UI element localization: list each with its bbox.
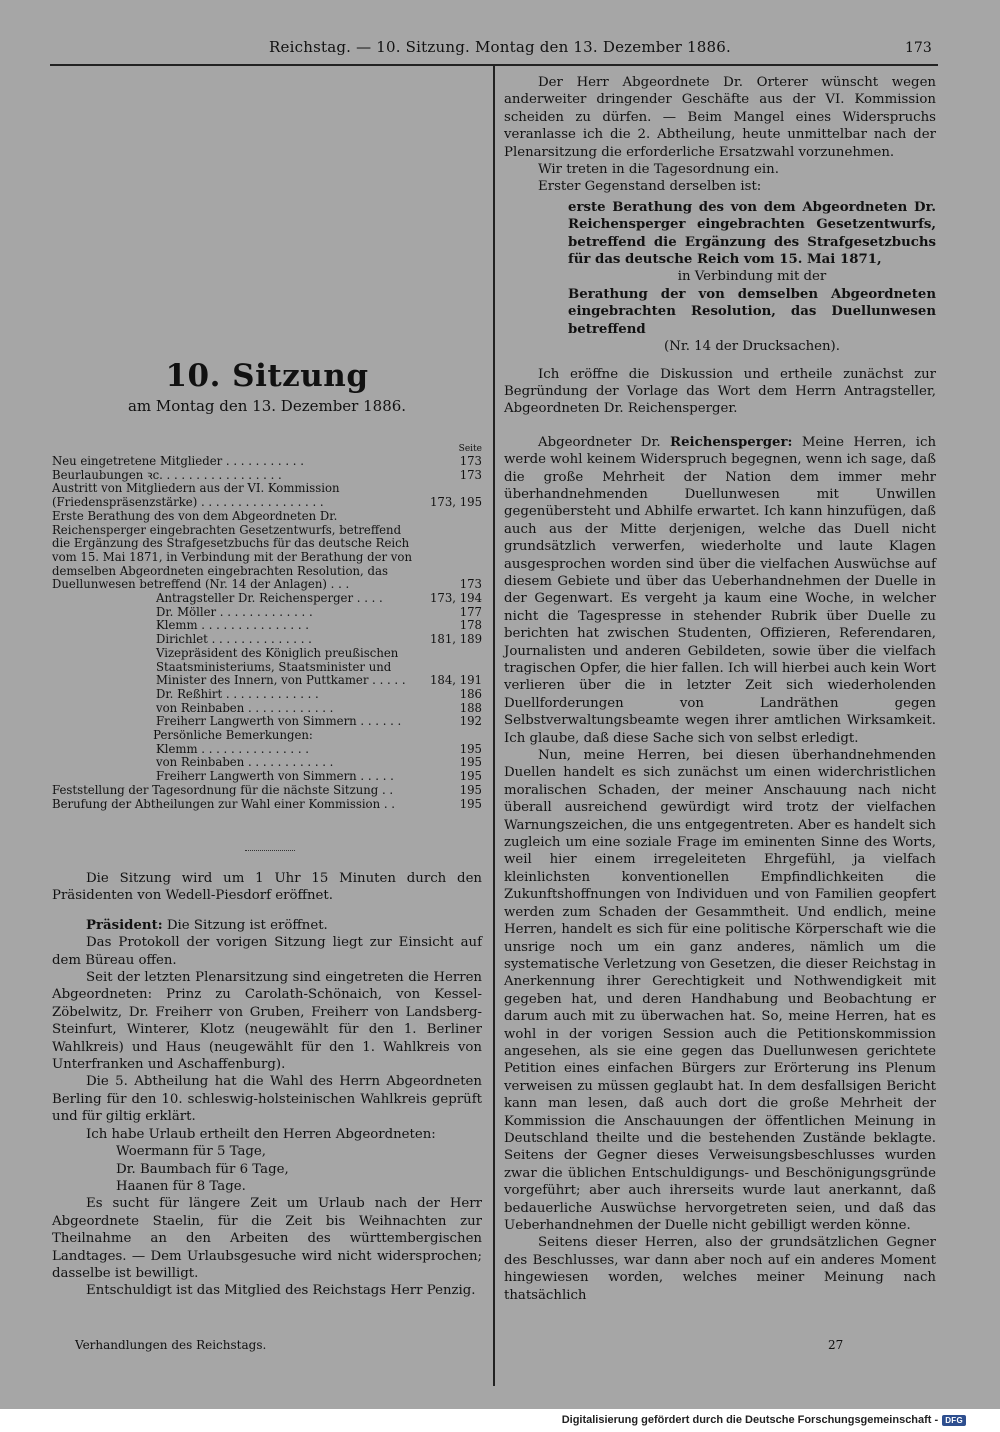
urlaub-item: Dr. Baumbach für 6 Tage,: [116, 1161, 289, 1177]
toc-entry-text: Antragsteller Dr. Reichensperger . . . .: [156, 591, 383, 606]
wahl-paragraph: Die 5. Abtheilung hat die Wahl des Herrn Abgeordneten Berling für den 10. schleswig-holsteinischen Wahlkreis geprüft und für giltig erklärt.: [52, 1074, 482, 1125]
toc-entry-text: Dr. Reßhirt . . . . . . . . . . . . .: [156, 686, 319, 701]
section-separator: [245, 850, 295, 851]
toc-entry: [52, 784, 482, 798]
toc-entry-page: 195: [459, 755, 482, 770]
toc-entry-text: Beurlaubungen ꝛc. . . . . . . . . . . . . . . . .: [52, 467, 282, 482]
toc-entry: [52, 647, 482, 688]
toc-entry: [52, 455, 482, 469]
toc-entry-page: 186: [459, 686, 482, 701]
speech-text-1: Meine Herren, ich werde wohl keinem Widerspruch begegnen, wenn ich sage, daß die große Mehrheit der Nation dem immer mehr überhandnehmenden Duellunwesen mit Unwillen gegenübersteht und Abhilfe erwartet. Ich kann hinzufügen, daß auch aus der Mitte derjenigen, welche das Duell nicht grundsätzlich verwerfen, wiederholte und laute Klagen ausgesprochen worden sind über die vielfachen Auswüchse auf diesem Gebiete und über das Ueberhandnehmen der Duelle in der Gegenwart. Es vergeht ja kaum eine Woche, in welcher nicht die Tagespresse in stehender Rubrik über Duelle zu berichten hat zwischen Studenten, Offizieren, Referendaren, Journalisten und anderen Gebildeten, sowie über die vielfach tragischen Opfer, die hier fallen. Ich will hierbei auch kein Wort verlieren über die in letzter Zeit sich wiederholenden Duellforderungen von Landräthen gegen Selbstverwaltungsbeamte wegen ihrer amtlichen Wirksamkeit. Ich glaube, daß diese Sache sich von selbst erledigt.: [504, 434, 937, 746]
toc-entry: [52, 715, 482, 729]
page-number: 173: [905, 40, 932, 56]
toc-entry: [52, 770, 482, 784]
toc-entry-text: Dirichlet . . . . . . . . . . . . . .: [156, 632, 312, 647]
urlaub-paragraph: Ich habe Urlaub ertheilt den Herren Abgeordneten:: [86, 1126, 436, 1142]
speech-paragraph-2: Nun, meine Herren, bei diesen überhandnehmenden Duellen handelt es sich zunächst um einen widerchristlichen moralischen Schaden, der meiner Anschauung nach nicht überall ausreichend gewürdigt wird trotz der vielfachen Warnungszeichen, die uns entgegentreten. Aber es handelt sich zugleich um eine soziale Frage im eminenten Sinne des Worts, weil hier einem irregeleiteten Ehrgefühl, ja vielfach kleinlichsten konventionellen Empfindlichkeiten die Zukunftshoffnungen von Individuen und von Familien geopfert werden zum Schaden der Gesammtheit. Und endlich, meine Herren, handelt es sich für eine politische Körperschaft wie die unsrige noch um ein ganz anderes, nämlich um die systematische Verletzung von Gesetzen, die dieser Reichstag in Anerkennung ihrer Gerechtigkeit und Nothwendigkeit mit gegeben hat, und deren Handhabung und Beobachtung er darum auch mit zu überwachen hat. So, meine Herren, hat es wohl in der vorigen Session auch die Petitionskommission angesehen, als sie eine gegen das Duellunwesen gerichtete Petition eines einfachen Bürgers zur Erörterung ins Plenum verweisen zu müssen geglaubt hat. In dem desfallsigen Bericht kann man lesen, daß auch dort die große Mehrheit der Kommission die Anschauungen der öffentlichen Meinung in Deutschland theilte und die bestehenden Zustände beklagte. Seitens der Gegner dieses Verweisungsbeschlusses wurden zwar die üblichen Entschuldigungs- und Beschönigungsgründe vorgeführt; aber auch ihrerseits wurde laut anerkannt, daß bedauerliche Auswüchse hervorgetreten seien, und daß das Ueberhandnehmen der Duelle nicht gebilligt werden könne.: [504, 748, 936, 1233]
running-header: Reichstag. — 10. Sitzung. Montag den 13. Dezember 1886.: [269, 38, 731, 56]
toc-entry: [52, 619, 482, 633]
left-body: [52, 870, 482, 1300]
column-divider: [493, 66, 495, 1386]
toc-entry: [52, 756, 482, 770]
toc-entry-text: Erste Berathung des von dem Abgeordneten Dr. Reichensperger eingebrachten Gesetzentwurfs, betreffend die Ergänzung des Strafgesetzbuchs für das deutsche Reich vom 15. Mai 1871, in Verbindung mit der Berathung der von demselben Abgeordneten eingebrachten Resolution, das Duellunwesen betreffend (Nr. 14 der Anlagen) . . .: [52, 508, 412, 592]
staelin-paragraph: Es sucht für längere Zeit um Urlaub nach der Herr Abgeordnete Staelin, für die Zeit bis Weihnachten zur Theilnahme an den Arbeiten des württembergischen Landtages. — Dem Urlaubsgesuche wird nicht widersprochen; dasselbe ist bewilligt.: [52, 1196, 482, 1281]
toc-entry-page: 173: [459, 577, 482, 592]
toc-entry: [52, 606, 482, 620]
agenda-item-2: Berathung der von demselben Abgeordneten eingebrachten Resolution, das Duellunwesen betreffend: [568, 286, 936, 337]
toc-entry-page: 173, 195: [429, 495, 482, 510]
toc-entry: [52, 469, 482, 483]
toc-entry-page: 181, 189: [429, 632, 482, 647]
agenda-reference: (Nr. 14 der Drucksachen).: [664, 339, 840, 355]
speaker-name: Reichensperger:: [670, 434, 793, 450]
toc-entry-text: Freiherr Langwerth von Simmern . . . . .: [156, 769, 394, 784]
toc-entry-page: 173: [459, 454, 482, 468]
toc-entry: [52, 688, 482, 702]
toc-entry: [52, 743, 482, 757]
toc-entry-page: 184, 191: [429, 673, 482, 688]
toc-entry-text: Klemm . . . . . . . . . . . . . . .: [156, 618, 310, 633]
toc-entry-text: Klemm . . . . . . . . . . . . . . .: [156, 741, 310, 756]
toc-entry-page: 173, 194: [429, 591, 482, 606]
agenda-block: [504, 199, 936, 356]
digitization-credit: [562, 1414, 966, 1426]
agenda-connector: in Verbindung mit der: [677, 269, 827, 285]
session-title: 10. Sitzung: [165, 358, 369, 394]
toc-entry-text: Freiherr Langwerth von Simmern . . . . . .: [156, 714, 402, 729]
toc-entry-text: von Reinbaben . . . . . . . . . . . .: [156, 755, 334, 770]
table-of-contents: [52, 444, 482, 811]
opening-paragraph: Die Sitzung wird um 1 Uhr 15 Minuten durch den Präsidenten von Wedell-Piesdorf eröffnet.: [52, 871, 482, 904]
toc-rows: [52, 455, 482, 811]
speech-paragraph-3: Seitens dieser Herren, also der grundsätzlichen Gegner des Beschlusses, war dann aber noch auf ein anderes Moment hingewiesen worden, welches meiner Meinung nach thatsächlich: [504, 1235, 936, 1303]
toc-entry-text: Persönliche Bemerkungen:: [153, 728, 313, 743]
toc-entry-text: von Reinbaben . . . . . . . . . . . .: [156, 700, 334, 715]
eingetreten-paragraph: Seit der letzten Plenarsitzung sind eingetreten die Herren Abgeordneten: Prinz zu Carolath-Schönaich, von Kessel-Zöbelwitz, Dr. Freiherr von Gruben, Freiherr von Landsberg-Steinfurt, Winterer, Klotz (neugewählt für den 1. Berliner Wahlkreis) und Haus (neugewählt für den 1. Wahlkreis von Unterfranken und Aschaffenburg).: [52, 970, 482, 1073]
tagesordnung-paragraph: Wir treten in die Tagesordnung ein.: [538, 162, 779, 178]
signature-mark: 27: [828, 1338, 844, 1352]
toc-entry-text: Feststellung der Tagesordnung für die nächste Sitzung . .: [52, 782, 394, 797]
toc-entry-page: 195: [459, 782, 482, 797]
erster-gegenstand: Erster Gegenstand derselben ist:: [538, 179, 762, 195]
session-subtitle: am Montag den 13. Dezember 1886.: [127, 397, 407, 415]
right-column: [504, 74, 936, 1304]
toc-entry-page: 177: [459, 604, 482, 619]
toc-entry: [52, 702, 482, 716]
urlaub-item: Woermann für 5 Tage,: [116, 1144, 267, 1160]
toc-seite-label: Seite: [458, 444, 482, 454]
penzig-paragraph: Entschuldigt ist das Mitglied des Reichstags Herr Penzig.: [86, 1283, 476, 1299]
toc-entry-text: Austritt von Mitgliedern aus der VI. Kommission (Friedenspräsenzstärke) . . . . . . . . . . . . . . . . .: [52, 481, 340, 510]
speaker-prefix: Abgeordneter Dr.: [538, 434, 671, 450]
toc-entry-text: Dr. Möller . . . . . . . . . . . . .: [156, 604, 313, 619]
dfg-logo: DFG: [942, 1415, 966, 1426]
protokoll-paragraph: Das Protokoll der vorigen Sitzung liegt zur Einsicht auf dem Büreau offen.: [52, 935, 482, 968]
toc-entry: [52, 482, 482, 509]
toc-entry: [52, 592, 482, 606]
toc-entry-page: 173: [459, 467, 482, 482]
toc-entry-page: 192: [459, 714, 482, 729]
footer-verhandlungen: Verhandlungen des Reichstags.: [75, 1338, 267, 1352]
toc-entry-text: Berufung der Abtheilungen zur Wahl einer Kommission . .: [52, 796, 395, 811]
toc-entry-page: 178: [459, 618, 482, 633]
toc-entry-text: Vizepräsident des Königlich preußischen Staatsministeriums, Staatsminister und Minister des Innern, von Puttkamer . . . . .: [156, 645, 406, 688]
president-paragraph: [52, 917, 482, 934]
president-text: Die Sitzung ist eröffnet.: [162, 917, 328, 933]
urlaub-item: Haanen für 8 Tage.: [116, 1178, 246, 1194]
toc-entry: [52, 510, 482, 592]
toc-entry-page: 188: [459, 700, 482, 715]
president-label: Präsident:: [86, 917, 163, 933]
toc-entry: [52, 729, 482, 743]
toc-entry-text: Neu eingetretene Mitglieder . . . . . . . . . . .: [52, 454, 304, 468]
toc-entry: [52, 633, 482, 647]
toc-entry-page: 195: [459, 741, 482, 756]
speech-paragraph-1: [504, 434, 936, 747]
credit-text: Digitalisierung gefördert durch die Deutsche Forschungsgemeinschaft -: [561, 1414, 939, 1426]
toc-entry-page: 195: [459, 769, 482, 784]
toc-entry: [52, 798, 482, 812]
toc-entry-page: 195: [459, 796, 482, 811]
urlaub-list: [52, 1143, 482, 1195]
orterer-paragraph: Der Herr Abgeordnete Dr. Orterer wünscht wegen anderweiter dringender Geschäfte aus der VI. Kommission scheiden zu dürfen. — Beim Mangel eines Widerspruchs veranlasse ich die 2. Abtheilung, heute unmittelbar nach der Plenarsitzung die erforderliche Ersatzwahl vorzunehmen.: [504, 75, 936, 160]
eroeffne-paragraph: Ich eröffne die Diskussion und ertheile zunächst zur Begründung der Vorlage das Wort dem Herrn Antragsteller, Abgeordneten Dr. Reichensperger.: [504, 366, 936, 417]
agenda-item-1: erste Berathung des von dem Abgeordneten Dr. Reichensperger eingebrachten Gesetzentwurfs, betreffend die Ergänzung des Strafgesetzbuchs für das deutsche Reich vom 15. Mai 1871,: [568, 199, 936, 268]
